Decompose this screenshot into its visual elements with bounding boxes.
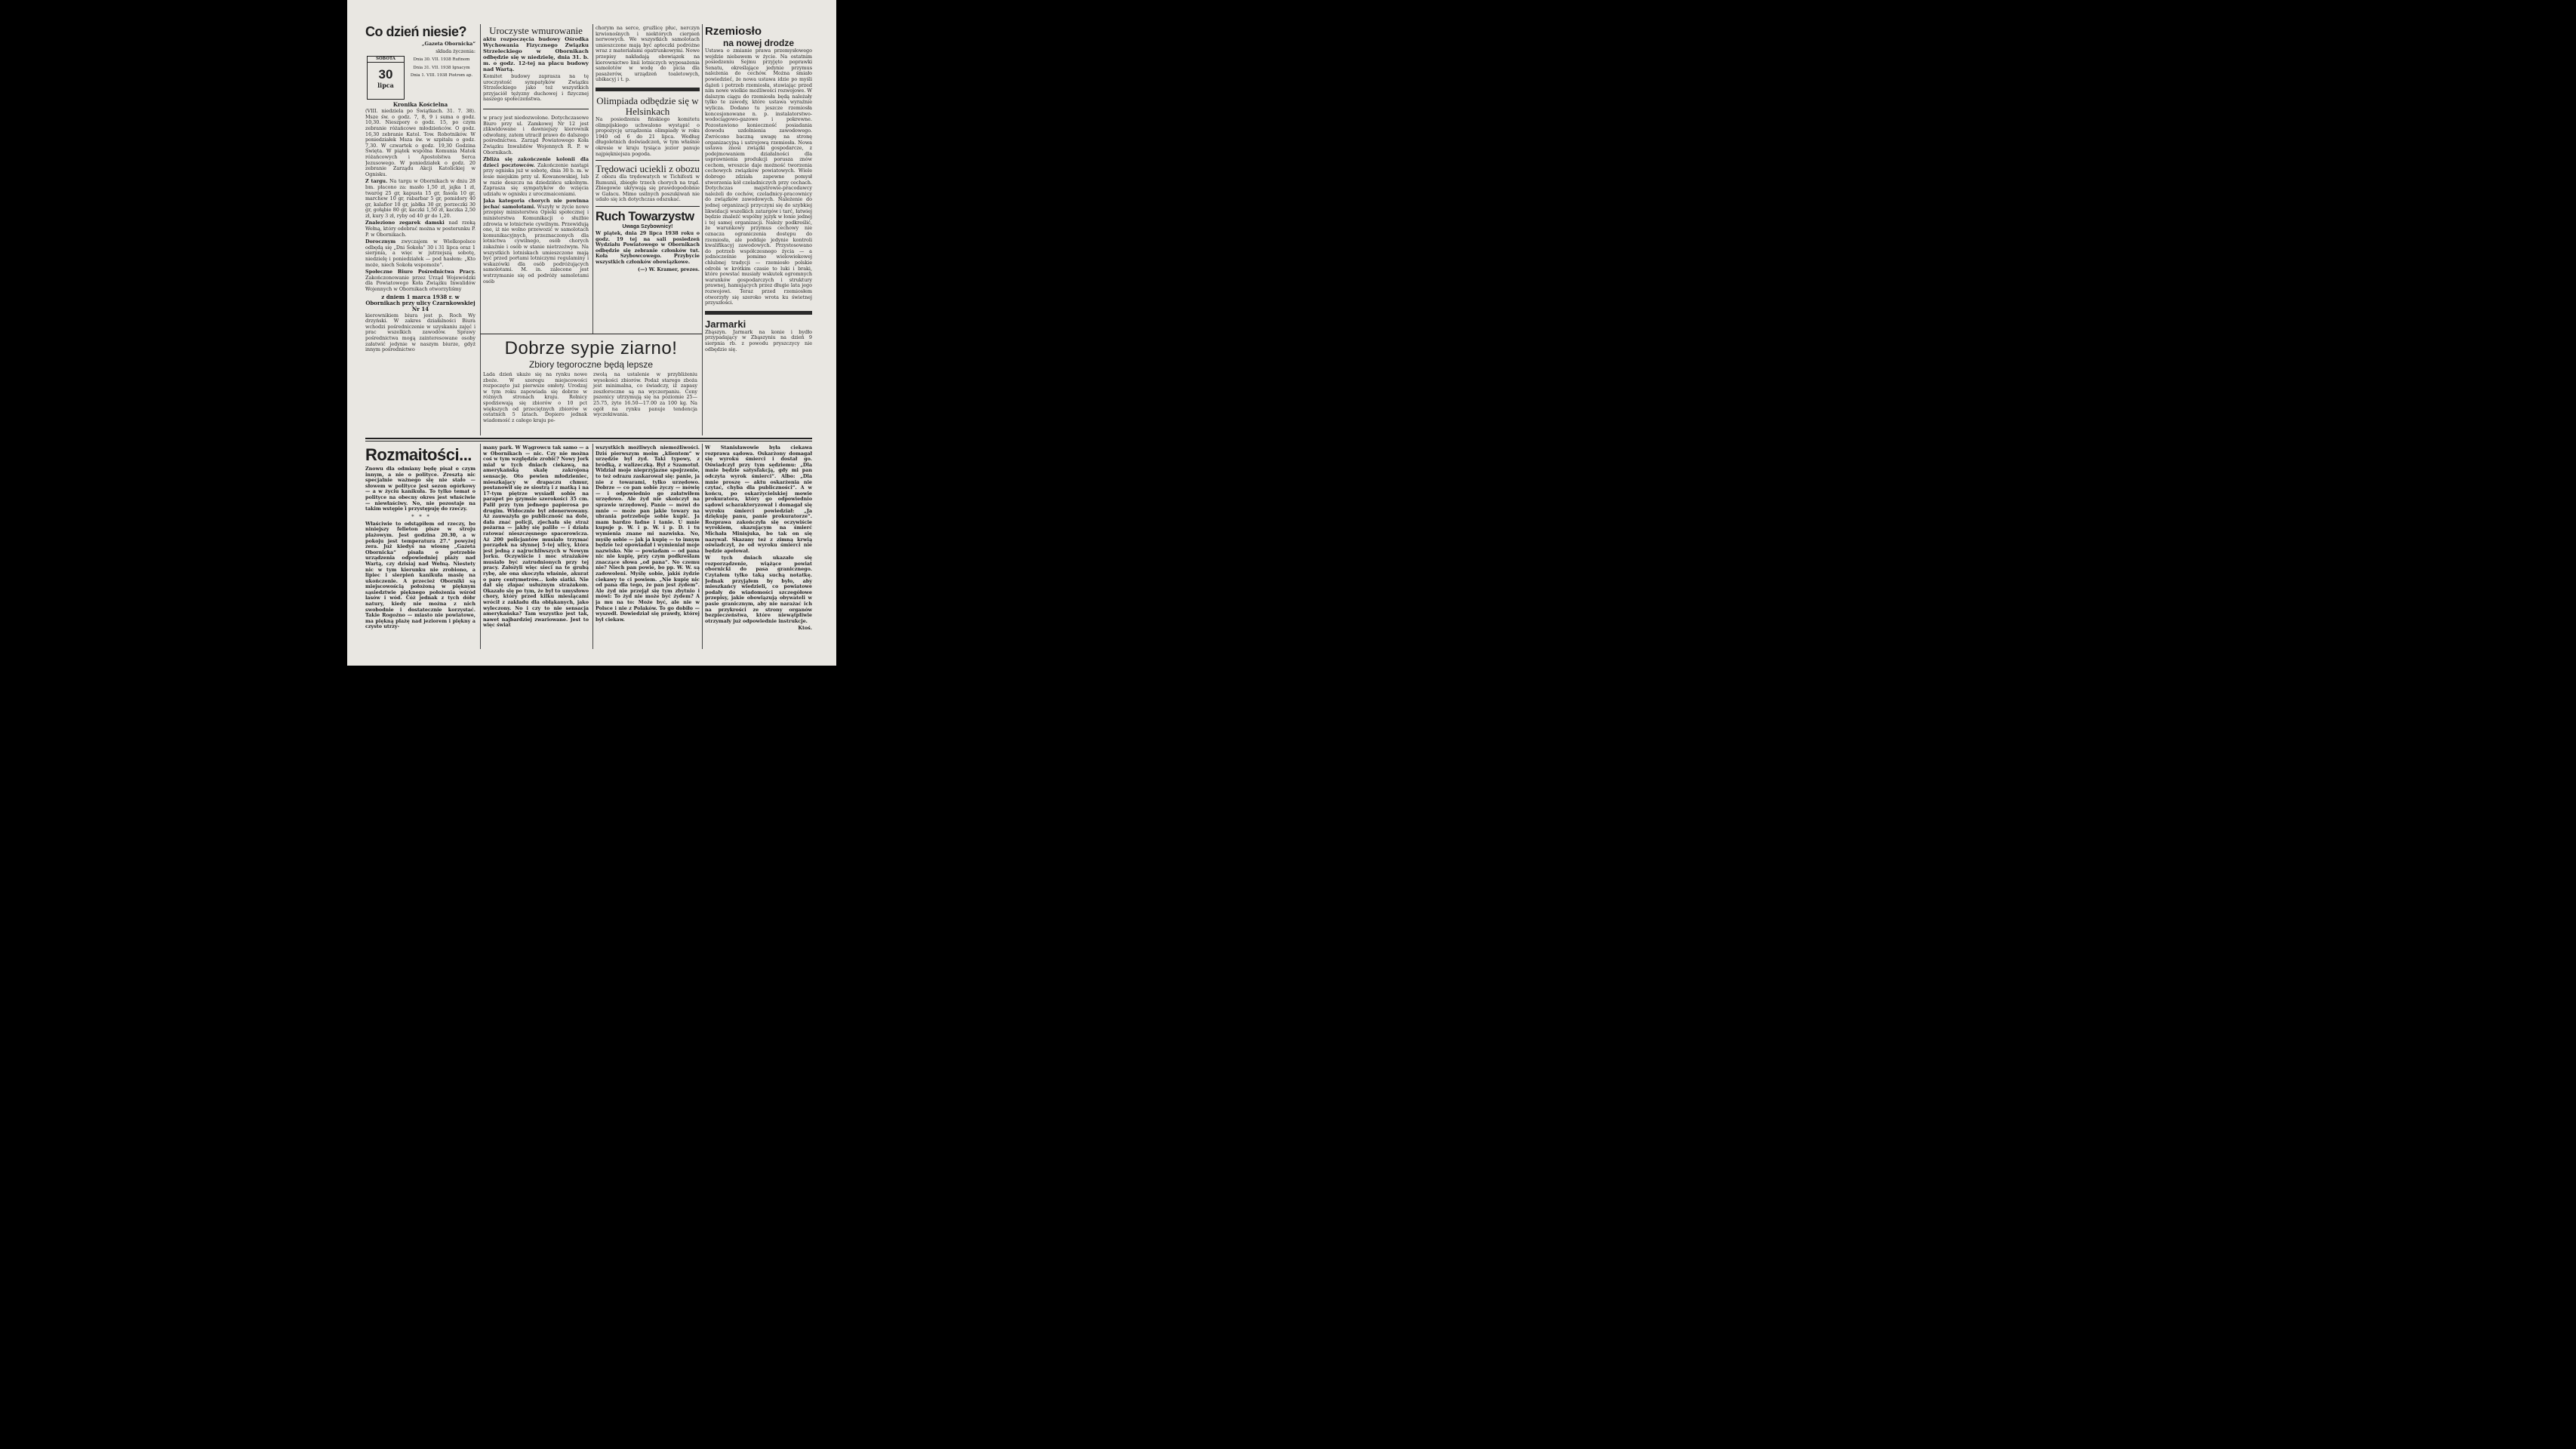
banner-right-text: zwolą na ustalenie w przybliżeniu wysokości zbiorów. Podaż starego zboża jest minimalna, co świadczy, iż zapasy zeszłoroczne są na wyczerpaniu. Ceny pszenicy utrzymują się na poziomie 25—25.75, żyto 16.50—17.00 za 100 kg. Na ogół na rynku panuje tendencja wyczekiwania. xyxy=(593,371,697,418)
column-4 xyxy=(705,26,812,437)
zarzad-text: w pracy jest niedozwolone. Dotychczasowe Biuro przy ul. Zamkowej Nr 12 jest zlikwidowane i dawniejszy kierownik odwołany, zatem utracił prawo do dalszego pośrednictwa. Zarząd Powiatowego Koła Związku Inwalidów Wojennych R. P. w Obornikach. xyxy=(483,114,589,155)
rozmaitosci-text-4: wszystkich możliwych niemożliwości. Dziś pierwszym moim „klientem“ w urzędzie był żyd. Taki typowy, z bródką, z walizeczką. Był z Szamotuł. Widział moje nieprzyjazne spojrzenie, to też odrazu zaskarował się: panie, ja nie z towarami, tylko urzędowo. Dobrze — co pan sobie życzy — mówię — i odpowiednio go załatwiłem urzędowo. Ale żyd nie skończył na sprawie urzędowej. Panie — mówi do mnie — może pan jakie towary na ubrania potrzebuje sobie kupić. Ja mam bardzo ładne i tanie. U mnie kupuje p. W. i p. W. i p. D. i tu wymienia znane mi nazwiska. No, myślę sobie — jak ja kupię — to innym będzie też opowiadał i wymieniał moje nazwisko. Nie — powiadam — od pana nic nie kupię, przy czym podkreślam znaczące słowa „od pana“. No czemu nie? Niech pan powie, bo pp. W. W. są zadowoleni. Myślę sobie, jakiś żydzie ciekawy to ci powiem. „Nie kupię nic od pana dla tego, że pan jest żydem“. Ale żyd nie przejął się tym zbytnio i mówi: To żyd nie może być żydem? A ja mu na to: Może być, ale nie w Polsce i nie z Polaków. To go dobiło — wyszedł. Dowiedział się prawdy, której był ciekaw. xyxy=(596,445,700,623)
targ-text: Na targu w Obornikach w dniu 28 bm. płacono za: masło 1,50 zł, jajka 1 zł, twaróg 25 gr, kapusta 15 gr, fasola 10 gr, marchew 10 gr, rabarbar 5 gr, pomidory 40 gr, kalafior 10 gr, jabłka 30 gr, porzeczki 30 gr, gołąbie 80 gr, kaczki 1,50 zł, kaczka 2,50 zł, kury 3 zł, ryby od 40 gr do 1,20. xyxy=(365,178,475,219)
wmurowanie-lead: aktu rozpoczęcia budowy Ośrodka Wychowania Fizycznego Związku Strzeleckiego w Obornikach odbędzie się w niedzielę, dnia 31. b. m. o godz. 12-tej na placu budowy nad Wartą. xyxy=(483,36,589,72)
kolonie-text: Zakończenie nastąpi przy ogniska już w sobotę, dnia 30 b. m. w lesie miejskim przy ul. Kowanowskiej, lub w razie deszczu na dziedzińcu szkolnym. Zaprasza się sympatyków do wzięcia udziału w ognisku z uroczmaiceniami. xyxy=(483,162,589,197)
biuro-text: Zakończonowanie przez Urząd Wojewódzki dla Powiatowego Koła Związku Inwalidów Wojennych w Obornikach otworzyliśmy xyxy=(365,274,475,292)
biuro-date: z dniem 1 marca 1938 r. w Obornikach przy ulicy Czarnkowskiej Nr 14 xyxy=(365,293,475,312)
rozmaitosci-col-2 xyxy=(483,445,589,649)
banner-title: Dobrze sypie ziarno! xyxy=(504,338,678,358)
banner-subtitle: Zbiory tegoroczne będą lepsze xyxy=(528,359,654,370)
divider-bar xyxy=(596,88,700,91)
name-day-3: Dnia 1. VIII. 1938 Piotrom ap. xyxy=(410,73,473,78)
rozmaitosci-signature: Ktoś. xyxy=(798,625,812,632)
newspaper-page xyxy=(347,0,836,666)
column-divider-5 xyxy=(592,444,593,649)
column-divider-1 xyxy=(480,24,481,435)
biuro-tail: kierownikiem biura jest p. Roch Wy drzyński. W zakres działalności Biura wchodzi pośredniczenie w uzyskaniu zajęć i prac wszelkich zawodów. Sprawy pośrednictwa mogą zainteresowane osoby załatwić jedynie w naszym biurze, gdyż innym pośrednictwo xyxy=(365,312,475,353)
samoloty-text: Wszyły w życie nowe przepisy ministerstwa Opieki społecznej i ministerstwa Komunikacji o służbie zdrowia w lotnictwie cywilnym. Przewidują one, iż nie wolno przewozić w samolotach komunikacyjnych, przeznaczonych dla lotnictwa cywilnego, osób chorych zakaźnie i osób w stanie nietrzeźwym. Na wszystkich lotniskach umieszczone mają być przed portami lotniczymi regulaminy i wskazówki dla osób podróżujących samolotami. M. in. zalecone jest wstrzymanie się od podróży samolotami osób xyxy=(483,203,589,285)
kronika-title: Kronika Kościelna xyxy=(392,101,448,109)
ruch-text: W piątek, dnia 29 lipca 1938 roku o godz. 19 tej na sali posiedzeń Wydziału Powiatowego w Obornikach odbędzie się zebranie członków tut. Koła Szybowcowego. Przybycie wszystkich członków obowiązkowe. xyxy=(596,230,700,266)
kolonie-item xyxy=(483,157,589,197)
samoloty-item xyxy=(483,198,589,285)
divider-bar xyxy=(705,311,812,315)
banner-columns xyxy=(483,372,699,432)
wmurowanie-text: Komitet budowy zaprasza na tę uroczystość sympatyków Związku Strzeleckiego jako też wszystkich przyjaciół tężyzny duchowej i fizycznej naszego społeczeństwa. xyxy=(483,73,589,103)
name-day-2: Dnia 31. VII. 1938 Ignacym xyxy=(413,65,470,70)
tredowaci-text: Z obozu dla trędowatych w Tichifesti w Rumunii, zbiegło trzech chorych na trąd. Zbiegowie ukrywają się prawdopodobnie w Gałacu. Mimo usilnych poszukiwań nie udało się ich dotychczas odszukać. xyxy=(596,174,700,203)
calendar-box xyxy=(365,56,475,101)
day-name: SOBOTA xyxy=(368,57,404,62)
column-divider-3 xyxy=(702,24,703,435)
tredowaci-title: Trędowaci uciekli z obozu xyxy=(596,163,700,175)
column-divider-6 xyxy=(702,444,703,649)
divider xyxy=(596,160,700,161)
zegarek-item xyxy=(365,220,475,238)
rozmaitosci-col-1 xyxy=(365,444,475,649)
samoloty-title: Jaka kategoria chorych nie powinna jechać samolotami. xyxy=(483,198,589,210)
rozmaitosci-text-2: Właściwie to odstąpiłem od rzeczy, bo niniejszy felieton pisze w stroju plażowym. Jest godzina 20.30, a w pokoju jest temperatura 27.° powyżej zera. Już kiedyś na wiosnę „Gazeta Obornicka“ pisała o potrzebie urządzenia odpowiedniej plaży nad Wartą, czy dzisiaj nad Wełną. Niestety nic w tym kierunku nie zrobiono, a lipiec i sierpień kanikuła masię na ukończenie. A przecież Oborniki są miejscowością położoną w pięknym sąsiedztwie pięknego położenia wśród lasów i wód. Cóż jednak z tych dóbr natury, kiedy nie można z nich swobodnie i dostatecznie korzystać. Takie Rogoźno — miasto nie powiatowe, ma piękną plażę nad jeziorem i piękny a czysto utrzy- xyxy=(365,520,475,630)
banner-article xyxy=(483,338,699,435)
column-divider-4 xyxy=(480,444,481,649)
kolonie-title: Zbliża się zakończenie kolonii dla dzieci pocztowców. xyxy=(483,156,589,168)
dorocznym-title: Dorocznym xyxy=(365,238,396,245)
month-name: lipca xyxy=(377,81,394,89)
zegarek-title: Znaleziono zegarek damski xyxy=(365,220,445,226)
rozmaitosci-col-4 xyxy=(705,445,812,649)
rozmaitosci-title: Rozmaitości... xyxy=(365,445,472,464)
divider xyxy=(596,206,700,207)
dorocznym-item xyxy=(365,239,475,268)
wishes-line: składa życzenia: xyxy=(435,48,475,54)
page-section-rule xyxy=(365,438,812,439)
rzemioslo-subtitle: na nowej drodze xyxy=(722,38,794,48)
targ-item xyxy=(365,179,475,219)
samoloty-continued: chorym na serce, gruźlicę płuc, nerczyn krwionośnych i niektórych cierpień nerwowych. We wszystkich samolotach umieszczone mają być apteczki podróżne wraz z materiałami opatrunkowymi. Nowe przepisy nakładają obowiązek na kierownictwo linii lotniczych wyposażenia samolotów w wodę do picia dla pasażerów, urządzeń toaletowych, ubikacyj i t. p. xyxy=(596,26,700,83)
kronika-text: (VIII. niedziela po Świątkach. 31. 7. 38). Msze św. o godz. 7, 8, 9 i suma o godz. 10,30. Nieszpory o godz. 15, po czym zebranie różańcowe młodzieńców. O godz. 16,30 zebranie Katol. Tow. Robotników. W poniedziałek Msza św. w szpitalu o godz. 7,30. W czwartek o godz. 19,30 Godzina Święta. W piątek wspólna Komunia Matek różańcowych i Apostolstwa Serca Jezusowego. W poniedziałek o godz. 20 zebranie Zarządu Akcji Katolickiej w Ognisku. xyxy=(365,108,475,177)
co-dzien-title: Co dzień niesie? xyxy=(365,24,467,39)
separator-stars: * * * xyxy=(411,513,429,520)
rozmaitosci-text-5: W Stanisławowie była ciekawa rozprawa sądowa. Oskarżony domagał się wyroku śmierci i dostał go. Oświadczył przy tym sędziemu: „Dla mnie będzie satysfakcją, gdy mi pan odczyta wyrok śmierci“. Albo: „Dla mnie proszę — aktu oskarżenia nie czytać, chyba dla publiczności“. A w końcu, po oskarżycielskiej mowie prokuratora, który go odpowiednio sądowi scharakteryzował i domagał się wyroku śmierci powiedział: „Ja dziękuję panu, panie prokuratorze“. Rozprawa zakończyła się oczywiście wyrokiem, skazującym na śmierć Michała Minisjuka, bo tak on się nazywał. Skazany też z zimną krwią oświadczył, że od wyroku śmierci nie będzie apelował. xyxy=(705,445,812,554)
rozmaitosci-text-6: W tych dniach ukazało się rozporządzenie, wiążące powiat obornicki do pasa granicznego. Czytałem tylko taką suchą notatkę. Jednak przyjąłem by było, aby mieszkańcy wiedzieli, co powiatowe podały do wiadomości szczegółowe przepisy, jakie obowiązują obywateli w pasie granicznym, aby nie narażać ich na przykrości ze strony organów bezpieczeństwa, które niewątpliwie otrzymały już odpowiednie instrukcje. xyxy=(705,555,812,624)
column-2 xyxy=(483,26,589,335)
biuro-title: Społeczne Biuro Pośrednictwa Pracy. xyxy=(365,269,475,275)
name-days xyxy=(408,57,475,78)
dorocznym-text: zwyczajem w Wielkopolsce odbędą się „Dni Sokoła“ 30 i 31 lipca oraz 1 sierpnia, a więc w jutrzejszą sobotę, niedzielę i poniedziałek — pod hasłem: „Kto może, niech Sokoła wspomoże“. xyxy=(365,238,475,268)
paper-name: „Gazeta Obornicka“ xyxy=(421,41,475,47)
rzemioslo-text: Ustawa o zmianie prawa przemysłowego wejdzie niebawem w życie. Na ostatnim posiedzeniu Sejmu przyjęto poprawki Senatu, określające jedynie przymus należenia do cechów. Można śmiało powiedzieć, że nowa ustawa idzie po myśli dążeń i potrzeb rzemiosła, stawiając przed nim nowe wielkie możliwości rozwojowe. W dalszym ciągu do rzemiosła będą należały tylko te zawody, które ustawa wyraźnie wylicza. Dodano tu jeszcze rzemiosła koncesjonowane n. p. instalatorstwo-wodociągowo-gazowe i pokrewne. Pozostawiono konieczność posiadania dowodu uzdolnienia zawodowego. Zwrócono baczną uwagę na stronę organizacyjną i ustrojową rzemiosła. Nowa ustawa znosi związki gospodarcze, z podejmowaniem działalności dla usprawnienia produkcji porusza znów cechom, wreszcie daje możność tworzenia cechowych związków powiatowych. Wiele dobrego zdziała zapewne pomysł stworzenia kół czeladniczych przy cechach. Dotychczas majstrowie-pracodawcy należeli do cechów, czeladnicy-pracownicy do związków zawodowych. Należenie do jednej organizacji przyczyni się do szybkiej likwidacji wszelkich zatargów i tarć, łatwiej będzie znaleźć wspólny język w łonie jednej i tej samej organizacji. Należy podkreślić, że warunkowy przymus cechowy nie oznacza ograniczenia dostępu do rzemiosła, ale poddaje jedynie kontroli kwalifikacyj zawodowych. Przystosowano do potrzeb współczesnego życia — a jednocześnie pomimo wielowiekowej chlubnej tradycji — rzemiosło polskie odrobi w krótkim czasie to luki i braki, które powstać musiały wskutek ogromnych warunków gospodarczych i struktury prawnej, hamujących przez długie lata jego rozwojowi. Teraz przed rzemiosłem otworzyły się szeroko wrota ku świetnej przyszłości. xyxy=(705,48,812,306)
jarmarki-title: Jarmarki xyxy=(705,318,746,330)
ruch-towarzystw-title: Ruch Towarzystw xyxy=(596,210,694,224)
rzemioslo-title: Rzemiosło xyxy=(705,26,762,38)
ruch-subtitle: Uwaga Szybownicy! xyxy=(622,224,673,230)
zegarek-text: nad rzeką Wełną, który odebrać można w posterunku P. P. w Obornikach. xyxy=(365,220,475,238)
rozmaitosci-text-3: many park. W Wągrowcu tak samo — a w Obornikach — nic. Czy nie można coś w tym względzie zrobić? Nowy Jork miał w tych dniach ciekawą, na amerykańską skalę zakrojoną sensację. Oto pewien młodzieniec, mieszkający w drapaczu chmur, postanowił się ze siostrą i z matką i na 17-tym piętrze wysiadł sobie na parapet po gzymsie szerokości 35 cm. Palił przy tym jednego papierosa po drugim. Widocznie był zdenerwowany. Aż zauważyła go publiczność na dole, dała znać policji, zjechała się straż pożarna — jakby się palilo — i działa ratować nieszczęsnego spacerowicza. Aż 200 policjantów musiało trzymać porządek na słynnej 5-tej ulicy, która jest jedną z najruchliwszych w Nowym Jorku. Oczywiście i moc strażaków musiało być zatrudnionych przy tej pracy. Założyli więc sieci na te grubą rybę, ale ona skoczyła właśnie, akurat o parę centymetrów... koło siatki. Nie dał się złapać usłużnym strażakom. Okazało się po tym, że był to umysłowo chory, który przed kilku miesiącami wrócił z zakładu dla obłąkanych, jako wyleczony. No i czy to nie sensacja amerykańska? Tam wszystko jest tak, nawet najbardziej zwariowane. Jest to więc świat xyxy=(483,445,589,629)
jarmarki-text: Zbąszyn. Jarmark na konie i bydło przypadający w Zbąszyniu na dzień 9 sierpnia rb. z powodu pryszczycy nie odbędzie się. xyxy=(705,328,812,352)
olimpiada-text: Na posiedzeniu fińskiego komitetu olimpijskiego uchwalono wystąpić o propozycję urządzenia olimpiady w roku 1940 od 6 do 21 lipca. Według długoletnich doświadczeń, w tym właśnie okresie w kraju tysiąca jezior panuje najpiękniejsza pogoda. xyxy=(596,115,700,157)
day-number: 30 xyxy=(378,66,393,82)
column-3 xyxy=(596,26,700,334)
column-divider-2 xyxy=(592,24,593,334)
ruch-signature: (—) W. Kramer, prezes. xyxy=(638,266,700,272)
column-1 xyxy=(365,24,475,435)
rozmaitosci-text-1: Znowu dla odmiany będę pisał o czym innym, a nie o polityce. Zresztą nic specjalnie ważnego się nie stało — słowem w polityce jest sezon ogórkowy — a w życiu kanikuła. To tylko temat o polityce na obecny okres jest właściwie — niewłaściwy. No, nie pozostaje na takim wstępie i przystępuję do rzeczy. xyxy=(365,466,475,512)
rozmaitosci-col-3 xyxy=(596,445,700,649)
banner-left-text: Lada dzień ukaże się na rynku nowe zboże. W szeregu miejscowości rozpoczęto już pierwsze omłoty. Urodzaj w tym roku zapowiada się dobrze w różnych stronach kraju. Rolnicy spodziewają się zbiorów o 10 pct większych od przeciętnych zbiorów w ostatnich 5 latach. Dopiero jednak wiadomość z całego kraju po- xyxy=(483,371,587,423)
calendar-date-box xyxy=(367,56,405,100)
olimpiada-title: Olimpiada odbędzie się w Helsinkach xyxy=(596,94,699,117)
biuro-item xyxy=(365,269,475,292)
name-day-1: Dnia 30. VII. 1938 Rufinom xyxy=(413,57,470,63)
targ-title: Z targu. xyxy=(365,178,388,185)
wmurowanie-title: Uroczyste wmurowanie xyxy=(489,26,583,36)
